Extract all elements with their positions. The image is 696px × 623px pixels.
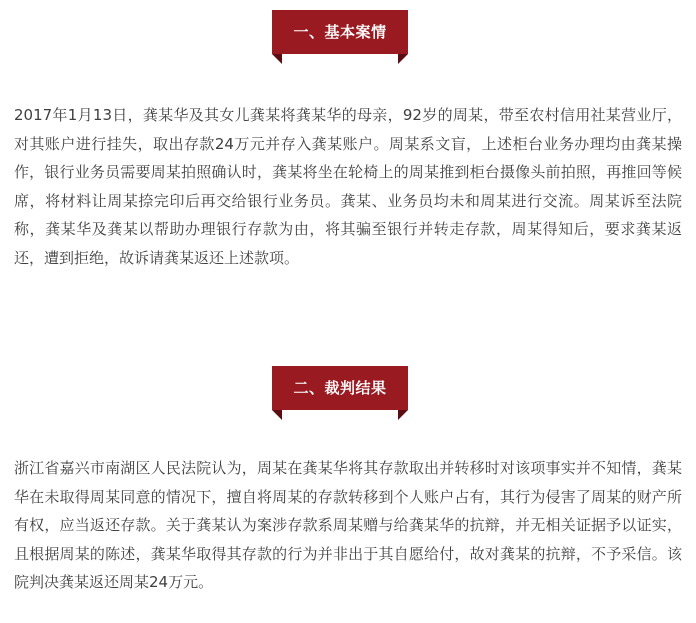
section-title: 一、基本案情 (293, 23, 387, 41)
section-header-basic-facts (0, 10, 696, 66)
banner-fold-left (272, 54, 282, 64)
section-header-judgment-result (0, 366, 696, 422)
title-banner (272, 10, 408, 54)
judgment-result-paragraph: 浙江省嘉兴市南湖区人民法院认为，周某在龚某华将其存款取出并转移时对该项事实并不知情，龚某华在未取得周某同意的情况下，擅自将周某的存款转移到个人账户占有，其行为侵害了周某的财产所有权，应当返还存款。关于龚某认为案涉存款系周某赠与给龚某华的抗辩，并无相关证据予以证实，且根据周某的陈述，龚某华取得其存款的行为并非出于其自愿给付，故对龚某的抗辩，不予采信。该院判决龚某返还周某24万元。 (14, 459, 682, 591)
section-title: 二、裁判结果 (293, 379, 387, 397)
banner-fold-right (398, 54, 408, 64)
banner-fold-right (398, 410, 408, 420)
title-banner (272, 366, 408, 410)
banner-fold-left (272, 410, 282, 420)
basic-facts-paragraph: 2017年1月13日，龚某华及其女儿龚某将龚某华的母亲，92岁的周某，带至农村信用社某营业厅，对其账户进行挂失，取出存款24万元并存入龚某账户。周某系文盲，上述柜台业务办理均由龚某操作，银行业务员需要周某拍照确认时，龚某将坐在轮椅上的周某推到柜台摄像头前拍照，再推回等候席，将材料让周某捺完印后再交给银行业务员。龚某、业务员均未和周某进行交流。周某诉至法院称，龚某华及龚某以帮助办理银行存款为由，将其骗至银行并转走存款，周某得知后，要求龚某返还，遭到拒绝，故诉请龚某返还上述款项。 (14, 106, 682, 267)
